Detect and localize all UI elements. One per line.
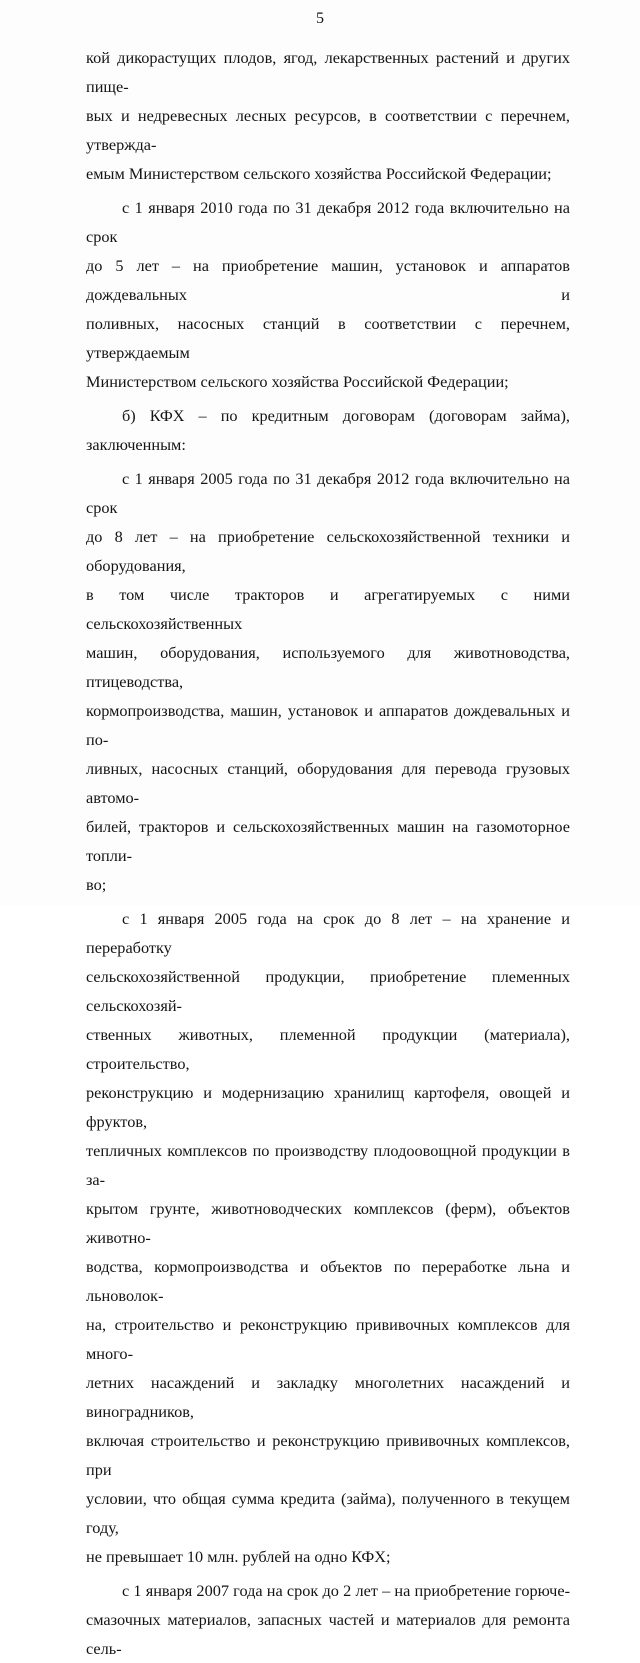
- paragraph: [86, 43, 570, 188]
- paragraph: [86, 193, 570, 396]
- text-line: с 1 января 2007 года на срок до 2 лет – на приобретение горюче-: [122, 1581, 570, 1600]
- text-line: крытом грунте, животноводческих комплексов (ферм), объектов животно-: [86, 1199, 570, 1247]
- text-line: сельскохозяйственной продукции, приобретение племенных сельскохозяй-: [86, 967, 570, 1015]
- text-line: машин, оборудования, используемого для животноводства, птицеводства,: [86, 643, 570, 691]
- text-line: кормопроизводства, машин, установок и аппаратов дождевальных и по-: [86, 701, 570, 749]
- text-line: ливных, насосных станций, оборудования для перевода грузовых автомо-: [86, 759, 570, 807]
- text-line: Министерством сельского хозяйства Российской Федерации;: [86, 372, 509, 391]
- text-line: на, строительство и реконструкцию прививочных комплексов для много-: [86, 1315, 570, 1363]
- text-line: билей, тракторов и сельскохозяйственных машин на газомоторное топли-: [86, 817, 570, 865]
- text-line: б) КФХ – по кредитным договорам (договорам займа), заключенным:: [86, 406, 570, 454]
- text-line: с 1 января 2005 года на срок до 8 лет – на хранение и переработку: [86, 909, 570, 957]
- text-line: с 1 января 2005 года по 31 декабря 2012 года включительно на срок: [86, 469, 570, 517]
- text-line: реконструкцию и модернизацию хранилищ картофеля, овощей и фруктов,: [86, 1083, 570, 1131]
- text-line: водства, кормопроизводства и объектов по переработке льна и льноволок-: [86, 1257, 570, 1305]
- text-line: до 8 лет – на приобретение сельскохозяйственной техники и оборудования,: [86, 527, 570, 575]
- text-line: летних насаждений и закладку многолетних насаждений и виноградников,: [86, 1373, 570, 1421]
- page-number: 5: [316, 10, 324, 27]
- text-line: в том числе тракторов и агрегатируемых с ними сельскохозяйственных: [86, 585, 570, 633]
- paragraph: [86, 904, 570, 1571]
- text-line: до 5 лет – на приобретение машин, установок и аппаратов дождевальных и: [86, 256, 570, 304]
- text-line: вых и недревесных лесных ресурсов, в соответствии с перечнем, утвержда-: [86, 106, 570, 154]
- text-line: включая строительство и реконструкцию прививочных комплексов, при: [86, 1431, 570, 1479]
- text-line: не превышает 10 млн. рублей на одно КФХ;: [86, 1547, 391, 1566]
- paragraph: [86, 401, 570, 459]
- text-line: емым Министерством сельского хозяйства Российской Федерации;: [86, 164, 552, 183]
- document-body: [86, 43, 570, 1663]
- paragraph: [86, 464, 570, 899]
- text-line: тепличных комплексов по производству плодоовощной продукции в за-: [86, 1141, 570, 1189]
- text-line: поливных, насосных станций в соответствии с перечнем, утверждаемым: [86, 314, 570, 362]
- text-line: условии, что общая сумма кредита (займа), полученного в текущем году,: [86, 1489, 570, 1537]
- text-line: кой дикорастущих плодов, ягод, лекарственных растений и других пище-: [86, 48, 570, 96]
- text-line: смазочных материалов, запасных частей и материалов для ремонта сель-: [86, 1610, 570, 1658]
- text-line: с 1 января 2010 года по 31 декабря 2012 года включительно на срок: [86, 198, 570, 246]
- paragraph: [86, 1576, 570, 1663]
- text-line: во;: [86, 875, 107, 894]
- text-line: ственных животных, племенной продукции (материала), строительство,: [86, 1025, 570, 1073]
